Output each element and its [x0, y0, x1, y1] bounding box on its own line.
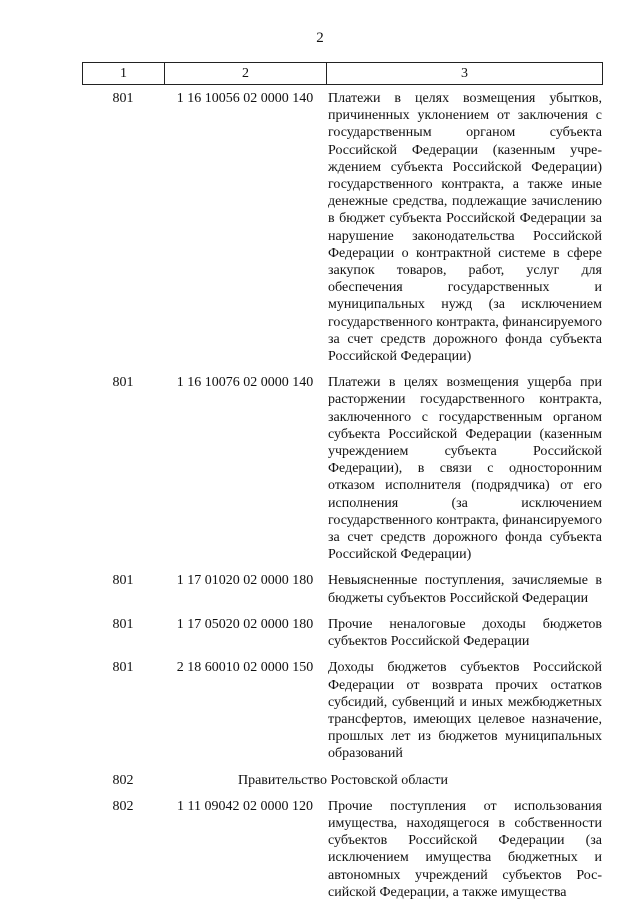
revenue-code: 1 16 10076 02 0000 140 — [176, 375, 314, 391]
section-admin-code: 802 — [112, 772, 134, 788]
column-header-2: 2 — [165, 63, 327, 85]
table-row — [82, 616, 602, 650]
revenue-description: Платежи в целях возмещения ущерба при расторжении государственного контракта, заключенного с государственным органом субъекта Российской Федерации (казенным учреждением субъекта Российской Федерации), в связи с односторонним отказом исполнителя (подрядчика) от его исполнения (за исключением государственного контракта, финансируемого за счет средств дорожного фонда субъекта Российской Федерации) — [328, 375, 602, 563]
column-header-table — [82, 62, 603, 85]
section-heading-row — [82, 772, 602, 789]
revenue-code: 1 11 09042 02 0000 120 — [177, 798, 313, 814]
revenue-code: 1 16 10056 02 0000 140 — [176, 91, 314, 106]
revenue-code: 1 17 05020 02 0000 180 — [176, 616, 314, 632]
admin-code: 801 — [112, 375, 134, 391]
admin-code: 801 — [112, 660, 134, 676]
revenue-description: Невыясненные поступления, зачисляемые в бюджеты субъектов Российской Федерации — [328, 573, 602, 606]
revenue-description: Прочие поступления от использования имущества, находящегося в собственности субъектов Российской Федерации (за исключением имущества бюджетных и автономных учреждений субъектов Российской Федерации, а также имущества — [328, 798, 602, 900]
admin-code: 802 — [112, 798, 134, 814]
table-row — [82, 572, 602, 606]
table-row — [82, 659, 602, 762]
page-number: 2 — [316, 30, 324, 46]
revenue-description: Платежи в целях возмещения убытков, причиненных уклонением от заключения с государственным органом субъекта Российской Федерации (казенным учреждением субъекта Российской Федерации) государственного контракта, а также иные денежные средства, подлежащие зачислению в бюджет субъекта Российской Федерации за нарушение законодательства Российской Федерации о контрактной системе в сфере закупок товаров, работ, услуг для обеспечения государственных и муниципальных нужд (за исключением государственного контракта, финансируемого за счет средств дорожного фонда субъекта Российской Федерации) — [328, 91, 602, 365]
table-row — [82, 798, 602, 901]
section-title: Правительство Ростовской области — [237, 772, 449, 788]
column-header-3: 3 — [327, 63, 603, 85]
revenue-code: 1 17 01020 02 0000 180 — [176, 573, 314, 589]
table-row — [82, 90, 602, 365]
revenue-description: Прочие неналоговые доходы бюджетов субъектов Российской Федерации — [328, 616, 602, 650]
column-header-1: 1 — [83, 63, 165, 85]
admin-code: 801 — [112, 573, 134, 589]
admin-code: 801 — [112, 616, 134, 632]
revenue-code: 2 18 60010 02 0000 150 — [176, 660, 314, 676]
admin-code: 801 — [112, 91, 134, 106]
table-body — [82, 90, 602, 910]
column-header-row — [83, 63, 603, 85]
revenue-description: Доходы бюджетов субъектов Российской Федерации от возврата прочих остатков субсидий, субвенций и иных межбюджетных трансфертов, имеющих целевое назначение, прошлых лет из бюджетов муниципальных образований — [328, 660, 602, 762]
table-row — [82, 374, 602, 563]
